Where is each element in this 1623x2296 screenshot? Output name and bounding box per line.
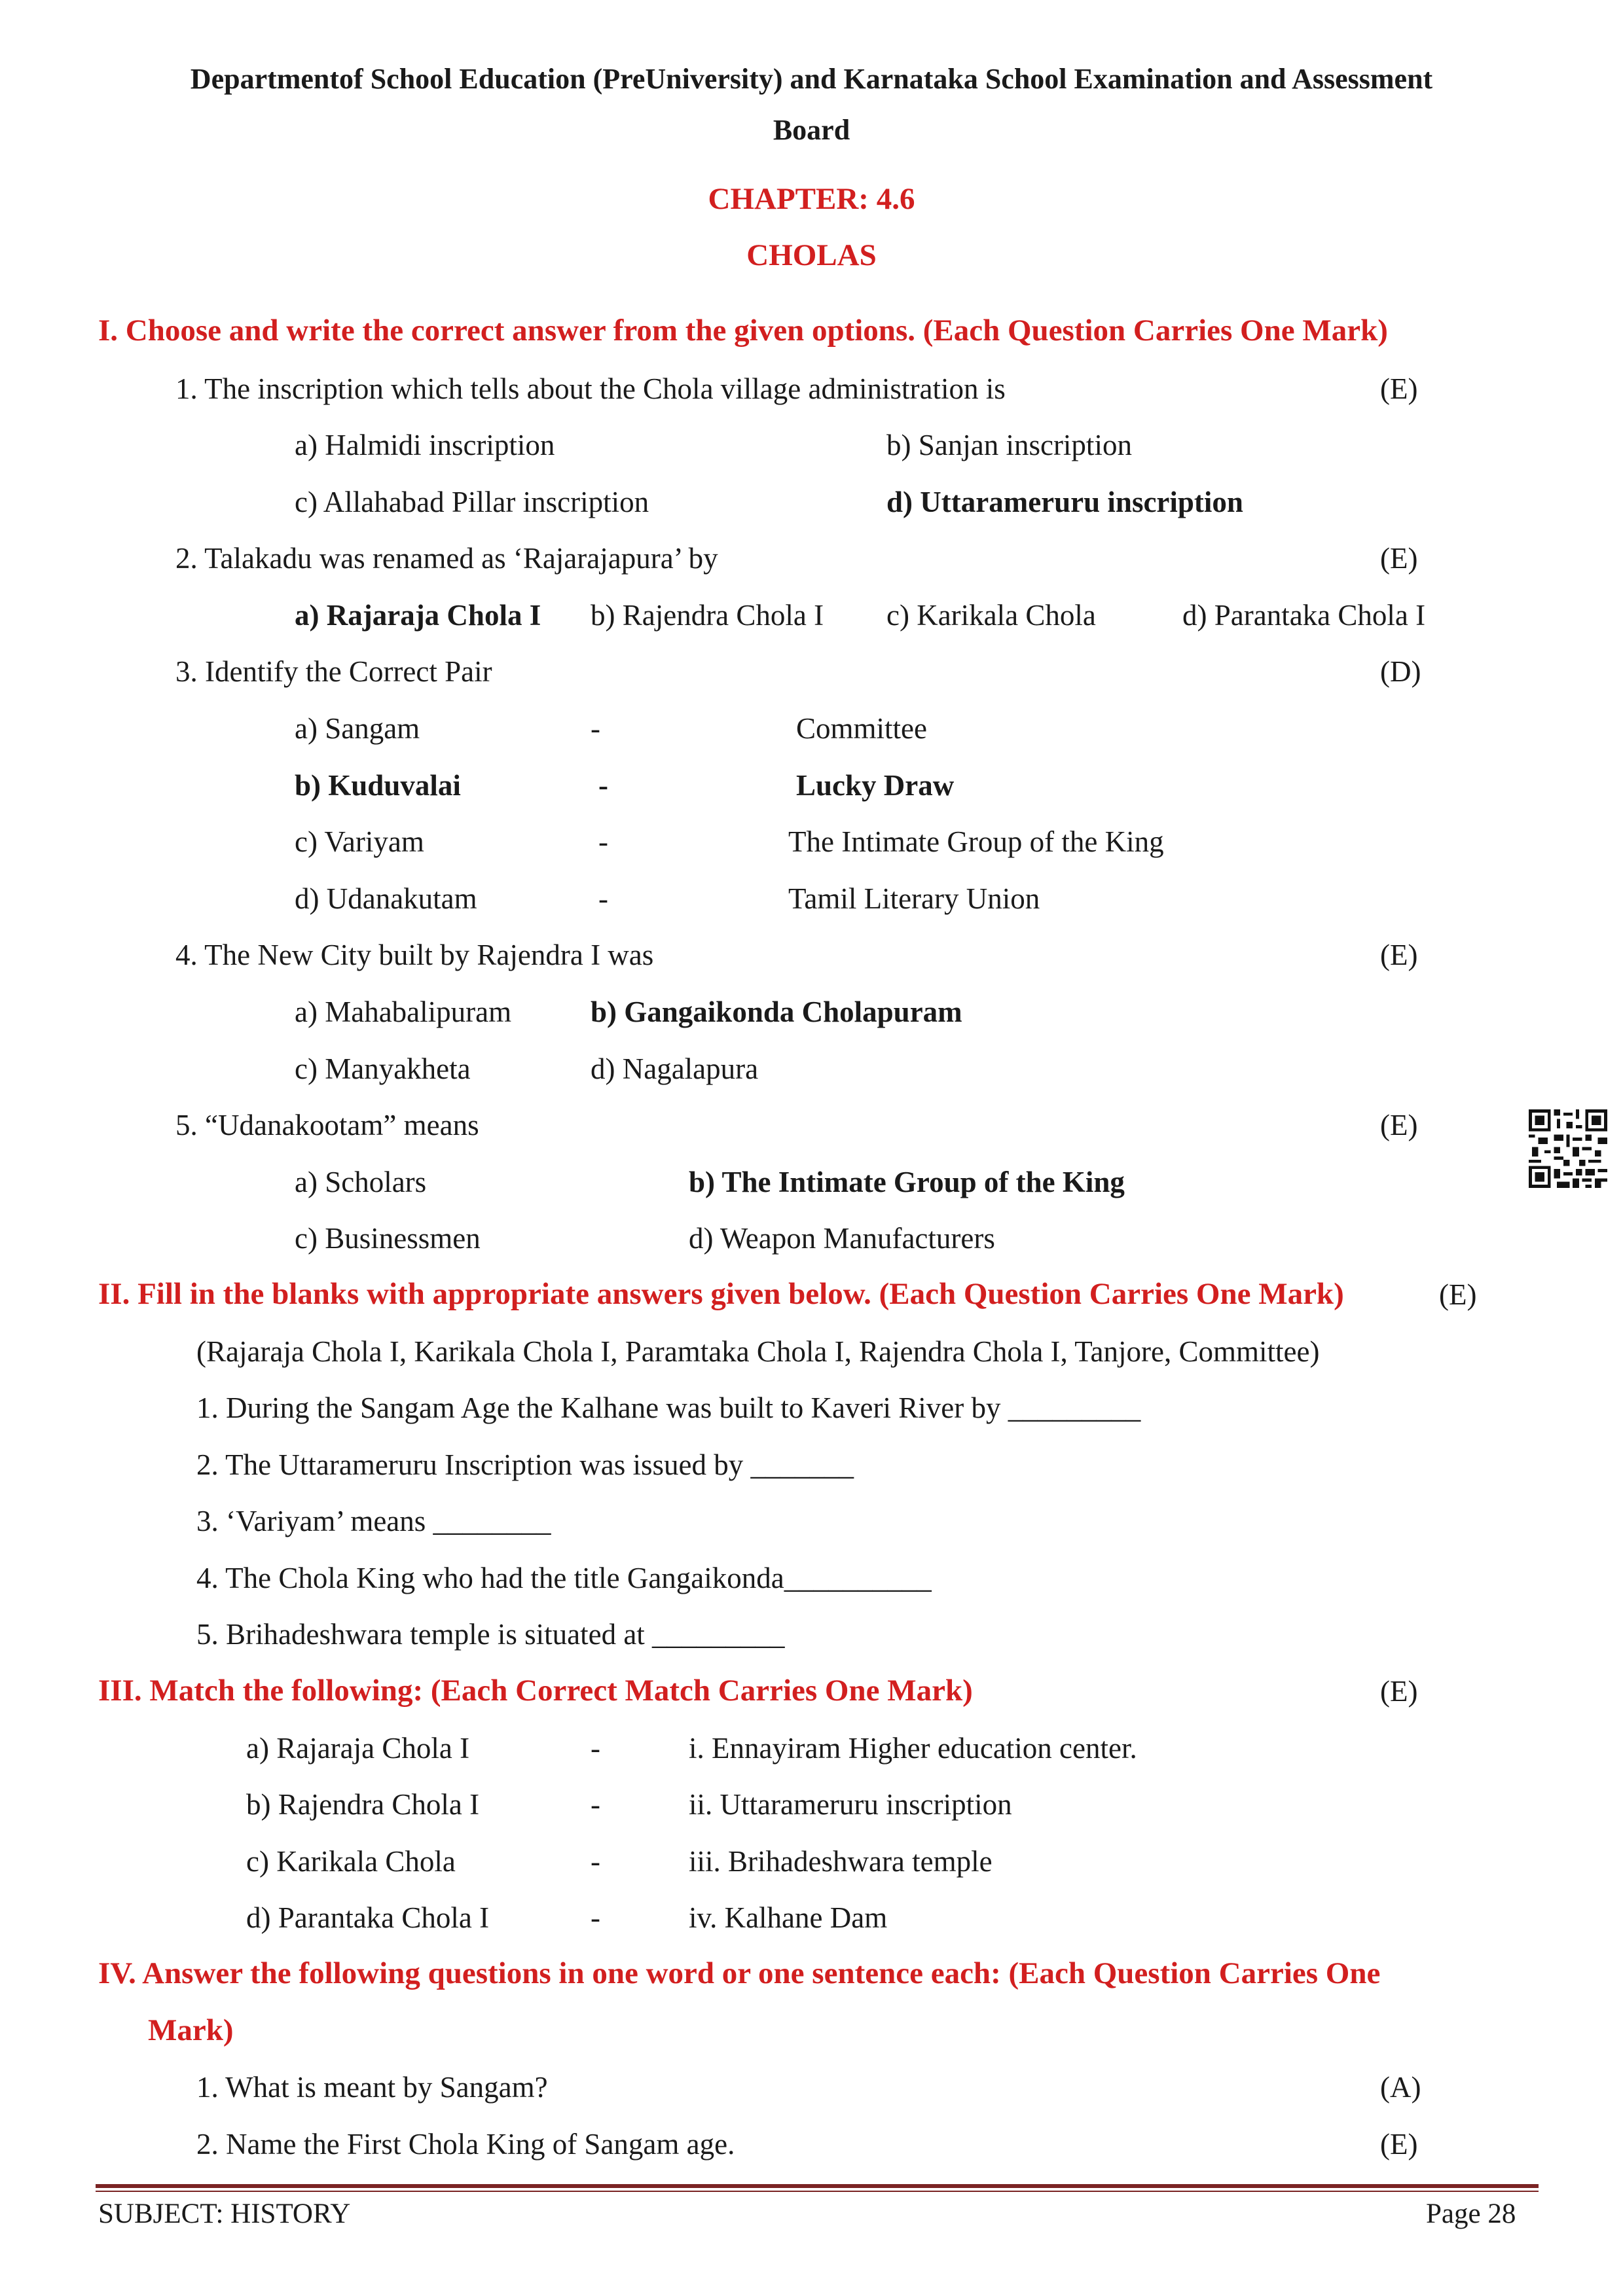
- match-a-dash: -: [591, 1732, 600, 1765]
- match-c-left: c) Karikala Chola: [246, 1845, 456, 1878]
- q3-text: 3. Identify the Correct Pair: [175, 655, 492, 688]
- fill-blank-2: 2. The Uttarameruru Inscription was issued by _______: [196, 1448, 854, 1481]
- q4-option-b-answer: b) Gangaikonda Cholapuram: [591, 996, 962, 1028]
- footer-subject: SUBJECT: HISTORY: [98, 2198, 351, 2229]
- q4-option-d: d) Nagalapura: [591, 1052, 759, 1085]
- fill-blank-4: 4. The Chola King who had the title Gangaikonda__________: [196, 1562, 932, 1594]
- match-a-left: a) Rajaraja Chola I: [246, 1732, 470, 1765]
- section-4-heading-line2: Mark): [148, 2013, 234, 2047]
- q4-option-a: a) Mahabalipuram: [295, 996, 512, 1028]
- chapter-number: CHAPTER: 4.6: [708, 182, 915, 216]
- q3-pair-a-left: a) Sangam: [295, 712, 420, 745]
- q1-text: 1. The inscription which tells about the Chola village administration is: [175, 372, 1006, 405]
- q2-option-b: b) Rajendra Chola I: [591, 599, 824, 632]
- q3-pair-a-right: Committee: [796, 712, 927, 745]
- match-d-right: iv. Kalhane Dam: [689, 1901, 888, 1934]
- q2-option-a-answer: a) Rajaraja Chola I: [295, 599, 541, 632]
- section-2-level: (E): [1439, 1278, 1477, 1311]
- q1-option-a: a) Halmidi inscription: [295, 429, 555, 461]
- chapter-title: CHOLAS: [746, 238, 877, 272]
- q2-option-d: d) Parantaka Chola I: [1182, 599, 1426, 632]
- q5-option-a: a) Scholars: [295, 1166, 427, 1198]
- q5-option-b-answer: b) The Intimate Group of the King: [689, 1166, 1125, 1198]
- q5-text: 5. “Udanakootam” means: [175, 1109, 479, 1141]
- q1-option-c: c) Allahabad Pillar inscription: [295, 486, 649, 518]
- footer-page-number: Page 28: [1426, 2198, 1516, 2229]
- match-d-left: d) Parantaka Chola I: [246, 1901, 490, 1934]
- section-1-heading: I. Choose and write the correct answer from the given options. (Each Question Carries One Mark): [98, 314, 1388, 348]
- q2-option-c: c) Karikala Chola: [886, 599, 1096, 632]
- q4-text: 4. The New City built by Rajendra I was: [175, 939, 654, 971]
- short-q1-level: (A): [1380, 2071, 1421, 2104]
- footer-rule-thick: [96, 2184, 1539, 2188]
- match-c-right: iii. Brihadeshwara temple: [689, 1845, 993, 1878]
- q2-text: 2. Talakadu was renamed as ‘Rajarajapura’ by: [175, 542, 718, 575]
- q4-option-c: c) Manyakheta: [295, 1052, 471, 1085]
- q3-pair-c-dash: -: [598, 825, 608, 858]
- q5-level: (E): [1380, 1109, 1418, 1141]
- short-q1-text: 1. What is meant by Sangam?: [196, 2071, 548, 2104]
- fill-blank-5: 5. Brihadeshwara temple is situated at _________: [196, 1618, 785, 1651]
- match-d-dash: -: [591, 1901, 600, 1934]
- q3-level: (D): [1380, 655, 1421, 688]
- match-b-left: b) Rajendra Chola I: [246, 1788, 480, 1821]
- section-2-choices: (Rajaraja Chola I, Karikala Chola I, Paramtaka Chola I, Rajendra Chola I, Tanjore, Committee): [196, 1335, 1320, 1368]
- q5-option-c: c) Businessmen: [295, 1222, 481, 1255]
- q2-level: (E): [1380, 542, 1418, 575]
- q3-pair-b-left-answer: b) Kuduvalai: [295, 769, 461, 802]
- footer-rule-thin: [96, 2191, 1539, 2192]
- section-4-heading-line1: IV. Answer the following questions in one word or one sentence each: (Each Question Carries One: [98, 1956, 1381, 1990]
- q3-pair-a-dash: -: [591, 712, 600, 745]
- q1-level: (E): [1380, 372, 1418, 405]
- q3-pair-d-right: Tamil Literary Union: [788, 882, 1040, 915]
- q3-pair-d-dash: -: [598, 882, 608, 915]
- section-2-heading: II. Fill in the blanks with appropriate answers given below. (Each Question Carries One Mark): [98, 1277, 1344, 1311]
- short-q2-level: (E): [1380, 2128, 1418, 2161]
- q5-option-d: d) Weapon Manufacturers: [689, 1222, 995, 1255]
- q3-pair-d-left: d) Udanakutam: [295, 882, 477, 915]
- q3-pair-b-right-answer: Lucky Draw: [796, 769, 955, 802]
- q1-option-d-answer: d) Uttarameruru inscription: [886, 486, 1243, 518]
- match-a-right: i. Ennayiram Higher education center.: [689, 1732, 1137, 1765]
- q3-pair-b-dash: -: [598, 769, 608, 802]
- match-b-dash: -: [591, 1788, 600, 1821]
- match-b-right: ii. Uttarameruru inscription: [689, 1788, 1012, 1821]
- section-3-level: (E): [1380, 1675, 1418, 1708]
- q1-option-b: b) Sanjan inscription: [886, 429, 1132, 461]
- q3-pair-c-right: The Intimate Group of the King: [788, 825, 1164, 858]
- q4-level: (E): [1380, 939, 1418, 971]
- board-title-line2: Board: [773, 114, 850, 146]
- fill-blank-3: 3. ‘Variyam’ means ________: [196, 1505, 551, 1537]
- section-3-heading: III. Match the following: (Each Correct Match Carries One Mark): [98, 1674, 973, 1708]
- short-q2-text: 2. Name the First Chola King of Sangam age.: [196, 2128, 735, 2161]
- match-c-dash: -: [591, 1845, 600, 1878]
- board-title-line1: Departmentof School Education (PreUniversity) and Karnataka School Examination and Assessment: [190, 63, 1433, 95]
- fill-blank-1: 1. During the Sangam Age the Kalhane was built to Kaveri River by _________: [196, 1391, 1141, 1424]
- qr-code-icon: [1529, 1109, 1607, 1188]
- q3-pair-c-left: c) Variyam: [295, 825, 424, 858]
